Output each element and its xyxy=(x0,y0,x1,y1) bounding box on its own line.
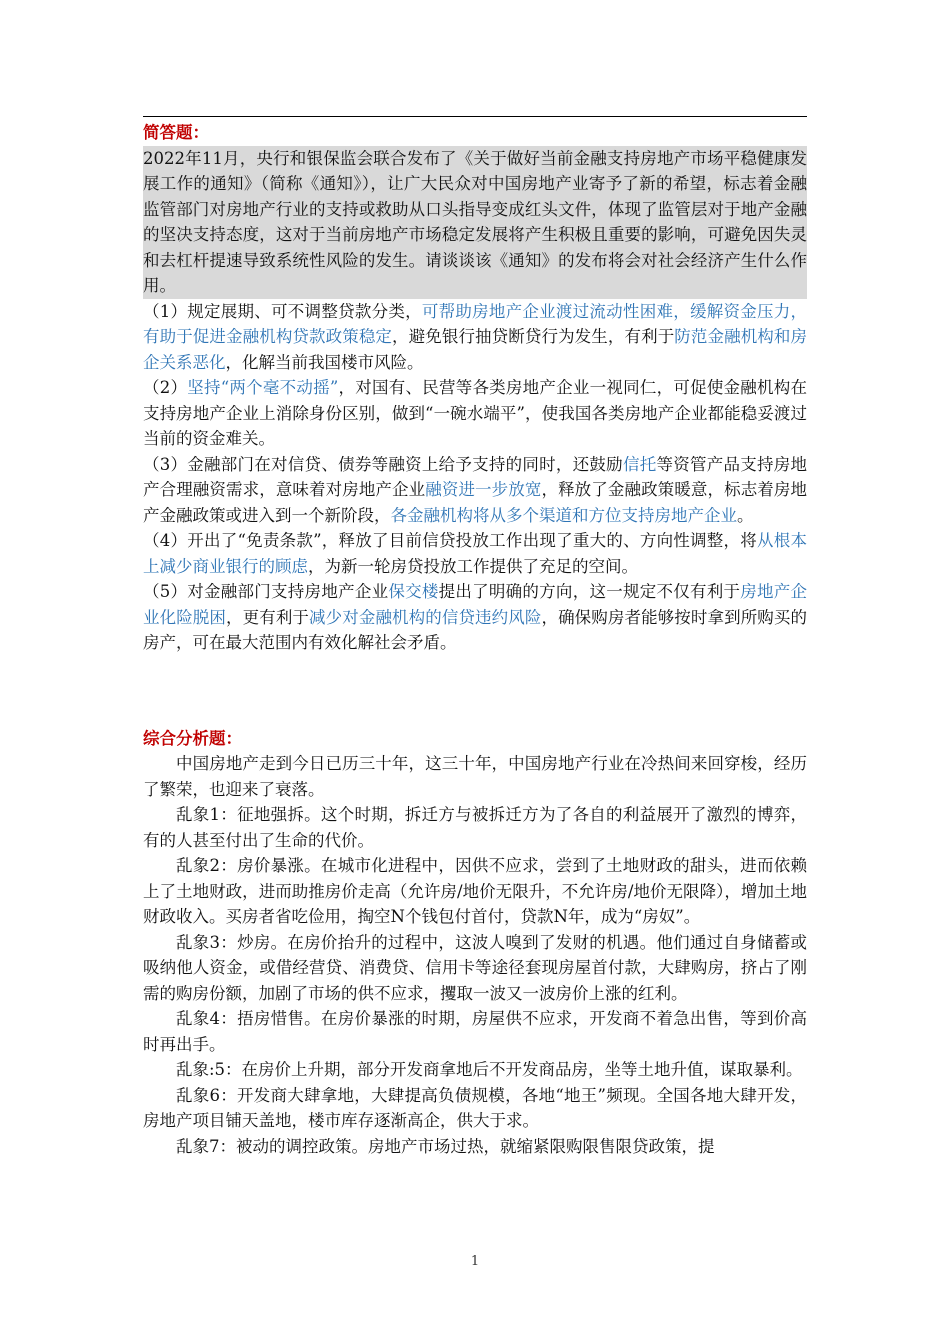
highlighted-text: 各金融机构将从多个渠道和方位支持房地产企业 xyxy=(390,505,737,525)
page-number: 1 xyxy=(470,1254,480,1269)
answer-text: （5）对金融部门支持房地产企业 xyxy=(143,582,389,601)
answer-text: 提出了明确的方向，这一规定不仅有利于 xyxy=(438,582,741,601)
answer-item xyxy=(143,579,807,656)
analysis-paragraph: 乱象4：捂房惜售。在房价暴涨的时期，房屋供不应求，开发商不着急出售，等到价高时再出手。 xyxy=(143,1009,807,1054)
answer-text: ，更有利于 xyxy=(226,607,310,627)
answer-item xyxy=(143,528,807,579)
section2-heading: 综合分析题： xyxy=(143,728,242,748)
highlighted-text: 保交楼 xyxy=(388,582,439,601)
answer-text: ，为新一轮房贷投放工作提供了充足的空间。 xyxy=(308,556,638,576)
analysis-paragraphs xyxy=(143,751,807,1159)
answer-text: （3）金融部门在对信贷、债券等融资上给予支持的同时，还鼓励 xyxy=(143,454,623,474)
answer-text: ，确保购房者能够按时拿到所购买的房产，可在最大范围内有效化解社会矛盾。 xyxy=(143,607,808,652)
header-rule xyxy=(143,116,807,117)
answer-list xyxy=(143,299,807,656)
analysis-paragraph: 乱象3：炒房。在房价抬升的过程中，这波人嗅到了发财的机遇。他们通过自身储蓄或吸纳他人资金，或借经营贷、消费贷、信用卡等途径套现房屋首付款，大肆购房，挤占了刚需的购房份额，加剧了市场的供不应求，攫取一波又一波房价上涨的红利。 xyxy=(143,932,807,1003)
answer-text: ，对国有、民营等各类房地产企业一视同仁，可促使金融机构在支持房地产企业上消除身份区别，做到“一碗水端平”，使我国各类房地产企业都能稳妥渡过当前的资金难关。 xyxy=(143,378,808,448)
analysis-paragraph: 乱象1：征地强拆。这个时期，拆迁方与被拆迁方为了各自的利益展开了激烈的博弈，有的人甚至付出了生命的代价。 xyxy=(143,805,807,850)
answer-text: （1）规定展期、可不调整贷款分类， xyxy=(143,301,422,321)
analysis-paragraph: 乱象2：房价暴涨。在城市化进程中，因供不应求，尝到了土地财政的甜头，进而依赖上了土地财政，进而助推房价走高（允许房/地价无限升，不允许房/地价无限降），增加土地财政收入。买房者省吃俭用，掏空N个钱包付首付，贷款N年，成为“房奴”。 xyxy=(143,856,807,926)
highlighted-text: 可帮助房地产企业渡过流动性困难，缓解资金压力，有助于促进金融机构贷款政策稳定 xyxy=(143,301,808,346)
highlighted-text: 融资进一步放宽 xyxy=(425,480,542,499)
question-text: 2022年11月，央行和银保监会联合发布了《关于做好当前金融支持房地产市场平稳健康发展工作的通知》（简称《通知》），让广大民众对中国房地产业寄予了新的希望，标志着金融监管部门对房地产行业的支持或救助从口头指导变成红头文件，体现了监管层对于地产金融的坚决支持态度，这对于当前房地产市场稳定发展将产生积极且重要的影响，可避免因失灵和去杠杆提速导致系统性风险的发生。请谈谈该《通知》的发布将会对社会经济产生什么作用。 xyxy=(143,146,807,299)
answer-text: ，化解当前我国楼市风险。 xyxy=(225,352,424,372)
analysis-paragraph: 乱象6：开发商大肆拿地，大肆提高负债规模，各地“地王”频现。全国各地大肆开发，房地产项目铺天盖地，楼市库存逐渐高企，供大于求。 xyxy=(143,1085,807,1130)
analysis-paragraph: 乱象:5：在房价上升期，部分开发商拿地后不开发商品房，坐等土地升值，谋取暴利。 xyxy=(176,1060,803,1079)
analysis-paragraph: 中国房地产走到今日已历三十年，这三十年，中国房地产行业在冷热间来回穿梭，经历了繁荣，也迎来了衰落。 xyxy=(143,754,807,799)
highlighted-text: 信托 xyxy=(622,454,657,474)
highlighted-text: 减少对金融机构的信贷违约风险 xyxy=(309,607,542,627)
section1-heading: 简答题： xyxy=(143,123,209,142)
highlighted-text: 防范金融机构和房企关系恶化 xyxy=(143,327,808,372)
answer-text: ，避免银行抽贷断贷行为发生，有利于 xyxy=(392,327,675,346)
answer-text: ，释放了金融政策暖意，标志着房地产金融政策或进入到一个新阶段， xyxy=(143,480,808,525)
page-content xyxy=(143,120,807,1159)
answer-text: 等资管产品支持房地产合理融资需求，意味着对房地产企业 xyxy=(143,454,808,499)
highlighted-text: 从根本上减少商业银行的顾虑 xyxy=(143,531,807,576)
answer-item xyxy=(143,452,807,529)
answer-text: （2） xyxy=(143,378,188,397)
answer-item xyxy=(143,299,807,376)
highlighted-text: 房地产企业化险脱困 xyxy=(143,582,808,627)
section-gap xyxy=(143,656,807,726)
analysis-paragraph: 乱象7：被动的调控政策。房地产市场过热，就缩紧限购限售限贷政策，提 xyxy=(176,1136,715,1156)
answer-text: 。 xyxy=(737,505,754,525)
answer-text: （4）开出了“免责条款”，释放了目前信贷投放工作出现了重大的、方向性调整，将 xyxy=(143,531,758,550)
answer-item xyxy=(143,375,807,452)
highlighted-text: 坚持“两个毫不动摇” xyxy=(187,378,339,397)
